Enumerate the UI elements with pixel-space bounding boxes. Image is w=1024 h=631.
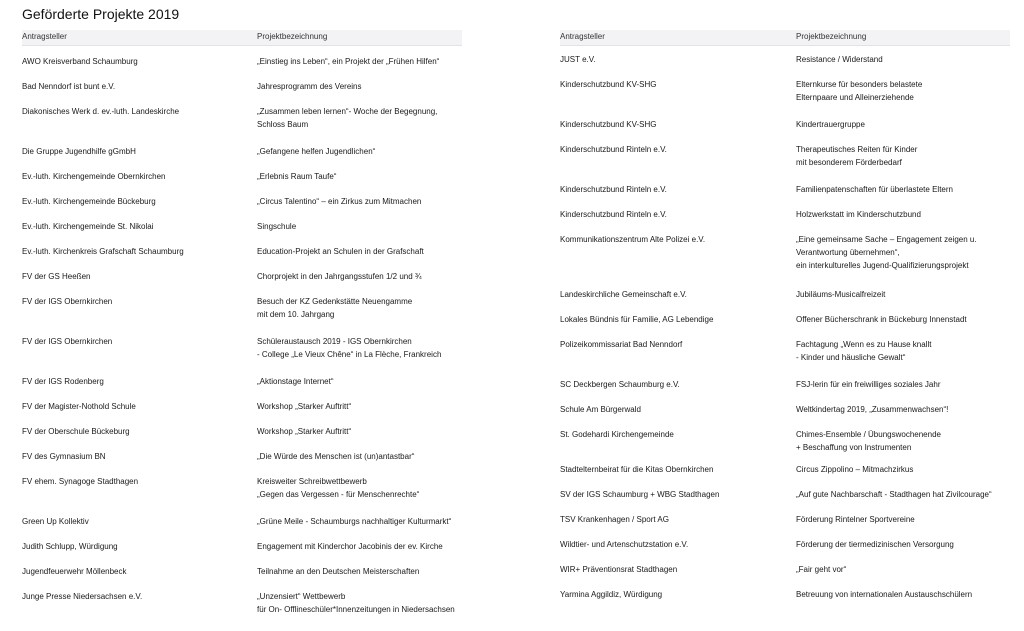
project-line: Familienpatenschaften für überlastete Eltern — [796, 185, 953, 194]
applicant-cell: Polizeikommissariat Bad Nenndorf — [560, 340, 683, 349]
applicant-cell: FV der Magister-Nothold Schule — [22, 402, 136, 411]
applicant-cell: Kinderschutzbund KV-SHG — [560, 120, 657, 129]
project-line: - Kinder und häusliche Gewalt“ — [796, 353, 906, 362]
project-line: ein interkulturelles Jugend-Qualifizierungsprojekt — [796, 261, 969, 270]
project-line: FSJ-lerin für ein freiwilliges soziales Jahr — [796, 380, 941, 389]
header-applicant: Antragsteller — [560, 32, 605, 41]
project-line: Circus Zippolino – Mitmachzirkus — [796, 465, 914, 474]
project-line: Weltkindertag 2019, „Zusammenwachsen“! — [796, 405, 949, 414]
project-cell — [257, 55, 439, 68]
project-line: für On- Offlineschüler*Innenzeitungen in Niedersachsen — [257, 605, 455, 614]
project-cell — [796, 563, 846, 576]
project-line: Therapeutisches Reiten für Kinder — [796, 145, 918, 154]
project-cell — [796, 513, 915, 526]
project-line: Workshop „Starker Auftritt“ — [257, 402, 352, 411]
project-line: Elternkurse für besonders belastete — [796, 80, 923, 89]
applicant-cell: AWO Kreisverband Schaumburg — [22, 57, 138, 66]
project-cell — [796, 488, 992, 501]
project-line: „Auf gute Nachbarschaft - Stadthagen hat Zivilcourage“ — [796, 490, 992, 499]
project-line: Chimes-Ensemble / Übungswochenende — [796, 430, 941, 439]
left-table — [22, 30, 462, 614]
project-cell — [796, 233, 977, 272]
applicant-cell: Stadtelternbeirat für die Kitas Obernkirchen — [560, 465, 714, 474]
project-cell — [257, 170, 336, 183]
project-line: „Gegen das Vergessen - für Menschenrechte“ — [257, 490, 420, 499]
applicant-cell: Yarmina Aggildiz, Würdigung — [560, 590, 663, 599]
applicant-cell: Wildtier- und Artenschutzstation e.V. — [560, 540, 689, 549]
project-cell — [257, 400, 351, 413]
project-line: Fachtagung „Wenn es zu Hause knallt — [796, 340, 932, 349]
project-line: mit dem 10. Jahrgang — [257, 310, 335, 319]
applicant-cell: Diakonisches Werk d. ev.-luth. Landeskirche — [22, 107, 180, 116]
project-line: Schloss Baum — [257, 120, 309, 129]
applicant-cell: Ev.-luth. Kirchengemeinde Bückeburg — [22, 197, 156, 206]
project-line: Jubiläums-Musicalfreizeit — [796, 290, 886, 299]
page-title: Geförderte Projekte 2019 — [22, 6, 180, 22]
project-line: „Unzensiert“ Wettbewerb — [257, 592, 346, 601]
project-line: Kreisweiter Schreibwettbewerb — [257, 477, 367, 486]
project-cell — [796, 378, 941, 391]
project-cell — [796, 428, 941, 454]
project-line: Besuch der KZ Gedenkstätte Neuengamme — [257, 297, 413, 306]
project-line: Singschule — [257, 222, 297, 231]
header-project: Projektbezeichnung — [257, 32, 328, 41]
project-cell — [257, 375, 333, 388]
project-cell — [257, 80, 362, 93]
applicant-cell: TSV Krankenhagen / Sport AG — [560, 515, 669, 524]
applicant-cell: WIR+ Präventionsrat Stadthagen — [560, 565, 678, 574]
project-line: „Eine gemeinsame Sache – Engagement zeigen u. — [796, 235, 977, 244]
applicant-cell: Ev.-luth. Kirchengemeinde St. Nikolai — [22, 222, 154, 231]
project-line: „Zusammen leben lernen“- Woche der Begegnung, — [257, 107, 438, 116]
applicant-cell: Green Up Kollektiv — [22, 517, 89, 526]
applicant-cell: FV der IGS Obernkirchen — [22, 337, 113, 346]
project-cell — [796, 118, 865, 131]
project-line: Chorprojekt in den Jahrgangsstufen 1/2 und ¾ — [257, 272, 422, 281]
project-line: „Aktionstage Internet“ — [257, 377, 334, 386]
project-cell — [796, 313, 967, 326]
project-cell — [257, 540, 443, 553]
header-project: Projektbezeichnung — [796, 32, 867, 41]
applicant-cell: Die Gruppe Jugendhilfe gGmbH — [22, 147, 136, 156]
project-cell — [257, 590, 455, 616]
project-cell — [796, 53, 883, 66]
applicant-cell: Kinderschutzbund KV-SHG — [560, 80, 657, 89]
table-header — [22, 30, 462, 46]
project-line: Workshop „Starker Auftritt“ — [257, 427, 352, 436]
project-line: Elternpaare und Alleinerziehende — [796, 93, 914, 102]
applicant-cell: Ev.-luth. Kirchenkreis Grafschaft Schaumburg — [22, 247, 184, 256]
applicant-cell: Junge Presse Niedersachsen e.V. — [22, 592, 143, 601]
applicant-cell: FV der IGS Rodenberg — [22, 377, 104, 386]
project-line: Offener Bücherschrank in Bückeburg Innenstadt — [796, 315, 967, 324]
project-line: + Beschaffung von Instrumenten — [796, 443, 912, 452]
applicant-cell: FV des Gymnasium BN — [22, 452, 106, 461]
project-cell — [796, 288, 885, 301]
applicant-cell: Kinderschutzbund Rinteln e.V. — [560, 210, 667, 219]
project-line: Betreuung von internationalen Austauschschülern — [796, 590, 973, 599]
project-line: Teilnahme an den Deutschen Meisterschaften — [257, 567, 420, 576]
project-cell — [257, 195, 421, 208]
project-line: Holzwerkstatt im Kinderschutzbund — [796, 210, 921, 219]
applicant-cell: SV der IGS Schaumburg + WBG Stadthagen — [560, 490, 720, 499]
applicant-cell: SC Deckbergen Schaumburg e.V. — [560, 380, 680, 389]
project-line: Engagement mit Kinderchor Jacobinis der ev. Kirche — [257, 542, 443, 551]
project-cell — [257, 220, 296, 233]
header-applicant: Antragsteller — [22, 32, 67, 41]
applicant-cell: Schule Am Bürgerwald — [560, 405, 641, 414]
project-cell — [796, 403, 948, 416]
project-cell — [796, 183, 953, 196]
project-line: „Circus Talentino“ – ein Zirkus zum Mitmachen — [257, 197, 422, 206]
project-line: „Gefangene helfen Jugendlichen“ — [257, 147, 376, 156]
applicant-cell: FV der Oberschule Bückeburg — [22, 427, 130, 436]
applicant-cell: FV der IGS Obernkirchen — [22, 297, 113, 306]
project-line: Förderung der tiermedizinischen Versorgung — [796, 540, 954, 549]
project-cell — [796, 338, 931, 364]
project-line: Kindertrauergruppe — [796, 120, 865, 129]
applicant-cell: Kommunikationszentrum Alte Polizei e.V. — [560, 235, 706, 244]
project-line: Förderung Rintelner Sportvereine — [796, 515, 915, 524]
project-cell — [796, 588, 972, 601]
applicant-cell: Landeskirchliche Gemeinschaft e.V. — [560, 290, 687, 299]
project-cell — [257, 565, 419, 578]
project-cell — [257, 450, 414, 463]
applicant-cell: St. Godehardi Kirchengemeinde — [560, 430, 674, 439]
applicant-cell: FV ehem. Synagoge Stadthagen — [22, 477, 139, 486]
applicant-cell: Jugendfeuerwehr Möllenbeck — [22, 567, 127, 576]
project-cell — [257, 105, 437, 131]
applicant-cell: Bad Nenndorf ist bunt e.V. — [22, 82, 116, 91]
applicant-cell: Ev.-luth. Kirchengemeinde Obernkirchen — [22, 172, 166, 181]
project-cell — [257, 515, 451, 528]
project-cell — [796, 143, 917, 169]
project-line: mit besonderem Förderbedarf — [796, 158, 902, 167]
project-line: „Die Würde des Menschen ist (un)antastbar“ — [257, 452, 415, 461]
project-cell — [257, 245, 424, 258]
project-line: „Einstieg ins Leben“, ein Projekt der „Frühen Hilfen“ — [257, 57, 440, 66]
project-cell — [257, 145, 375, 158]
project-line: Schüleraustausch 2019 - IGS Obernkirchen — [257, 337, 412, 346]
project-cell — [257, 335, 441, 361]
project-cell — [796, 463, 913, 476]
applicant-cell: Kinderschutzbund Rinteln e.V. — [560, 185, 667, 194]
table-header — [560, 30, 1010, 46]
applicant-cell: FV der GS Heeßen — [22, 272, 91, 281]
applicant-cell: Lokales Bündnis für Familie, AG Lebendige — [560, 315, 714, 324]
project-line: Jahresprogramm des Vereins — [257, 82, 362, 91]
project-line: „Erlebnis Raum Taufe“ — [257, 172, 337, 181]
project-line: Education-Projekt an Schulen in der Grafschaft — [257, 247, 424, 256]
project-cell — [257, 475, 419, 501]
project-line: Resistance / Widerstand — [796, 55, 883, 64]
project-cell — [257, 295, 412, 321]
project-line: „Fair geht vor“ — [796, 565, 847, 574]
applicant-cell: Judith Schlupp, Würdigung — [22, 542, 118, 551]
project-cell — [257, 425, 351, 438]
project-cell — [257, 270, 422, 283]
applicant-cell: Kinderschutzbund Rinteln e.V. — [560, 145, 667, 154]
project-cell — [796, 208, 921, 221]
project-cell — [796, 538, 954, 551]
applicant-cell: JUST e.V. — [560, 55, 596, 64]
project-cell — [796, 78, 922, 104]
project-line: Verantwortung übernehmen“, — [796, 248, 900, 257]
project-line: „Grüne Meile - Schaumburgs nachhaltiger Kulturmarkt“ — [257, 517, 452, 526]
project-line: - College „Le Vieux Chêne“ in La Flèche, Frankreich — [257, 350, 442, 359]
right-table — [560, 30, 1010, 599]
